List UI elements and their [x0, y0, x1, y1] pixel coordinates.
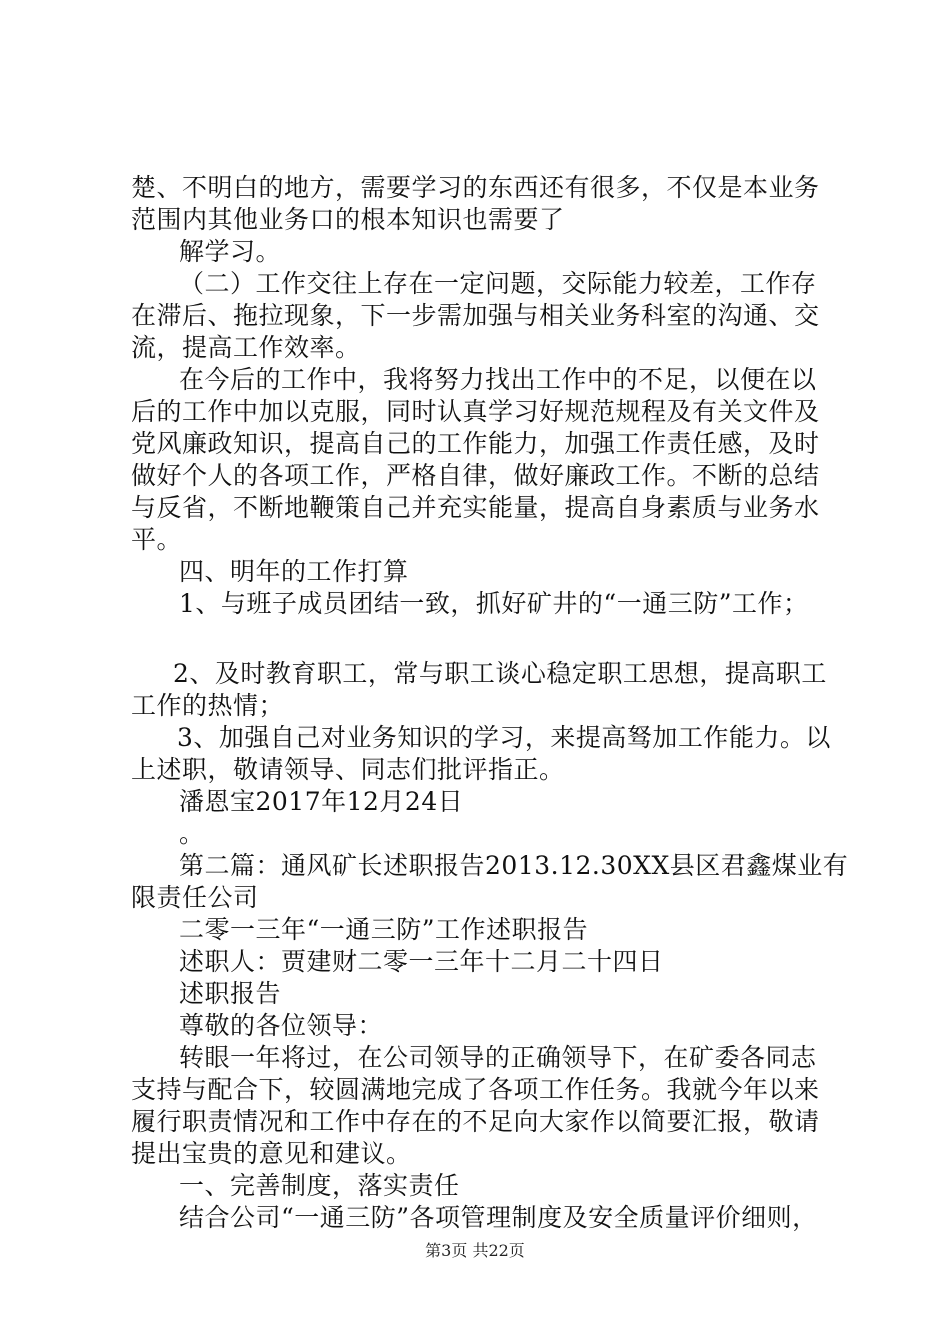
text-line: 与反省，不断地鞭策自己并充实能量，提高自身素质与业务水 — [131, 493, 820, 522]
text-line: 范围内其他业务口的根本知识也需要了 — [131, 205, 565, 234]
text-line: 解学习。 — [179, 237, 282, 266]
section-title: 第二篇：通风矿长述职报告2013.12.30XX县区君鑫煤业有 — [179, 851, 849, 880]
text-line: 限责任公司 — [131, 883, 259, 912]
text-line: 平。 — [131, 525, 183, 554]
text-line: 做好个人的各项工作，严格自律，做好廉政工作。不断的总结 — [131, 461, 820, 490]
text-line: 。 — [179, 819, 205, 848]
report-title: 二零一三年“一通三防”工作述职报告 — [179, 915, 589, 944]
text-line: 在滞后、拖拉现象，下一步需加强与相关业务科室的沟通、交 — [131, 301, 820, 330]
text-line: 上述职，敬请领导、同志们批评指正。 — [131, 755, 565, 784]
text-line: 流，提高工作效率。 — [131, 333, 361, 362]
text-line: 支持与配合下，较圆满地完成了各项工作任务。我就今年以来 — [131, 1075, 820, 1104]
text-line: 党风廉政知识，提高自己的工作能力，加强工作责任感，及时 — [131, 429, 820, 458]
reporter-line: 述职人：贾建财二零一三年十二月二十四日 — [179, 947, 664, 976]
section-heading: 四、明年的工作打算 — [179, 557, 409, 586]
section-heading: 一、完善制度，落实责任 — [179, 1171, 460, 1200]
signature-date: 潘恩宝2017年12月24日 — [179, 787, 464, 816]
list-item: 2、及时教育职工，常与职工谈心稳定职工思想，提高职工 — [173, 659, 827, 688]
page-number: 第3页 共22页 — [425, 1241, 525, 1260]
text-line: 结合公司“一通三防”各项管理制度及安全质量评价细则， — [179, 1203, 818, 1232]
text-line: 转眼一年将过，在公司领导的正确领导下，在矿委各同志 — [179, 1043, 817, 1072]
text-line: 提出宝贵的意见和建议。 — [131, 1139, 412, 1168]
list-item: 1、与班子成员团结一致，抓好矿井的“一通三防”工作； — [179, 589, 809, 618]
text-line: （二）工作交往上存在一定问题，交际能力较差，工作存 — [179, 269, 817, 298]
list-item: 3、加强自己对业务知识的学习，来提高驽加工作能力。以 — [177, 723, 831, 752]
text-line: 工作的热情； — [131, 691, 285, 720]
text-line: 楚、不明白的地方，需要学习的东西还有很多，不仅是本业务 — [131, 173, 820, 202]
text-line: 在今后的工作中，我将努力找出工作中的不足，以便在以 — [179, 365, 817, 394]
text-line: 后的工作中加以克服，同时认真学习好规范规程及有关文件及 — [131, 397, 820, 426]
text-line: 履行职责情况和工作中存在的不足向大家作以简要汇报，敬请 — [131, 1107, 820, 1136]
page-footer — [0, 1240, 950, 1262]
blank-line — [131, 620, 831, 658]
document-body — [131, 172, 849, 1234]
salutation: 尊敬的各位领导： — [179, 1011, 384, 1040]
report-heading: 述职报告 — [179, 979, 282, 1008]
